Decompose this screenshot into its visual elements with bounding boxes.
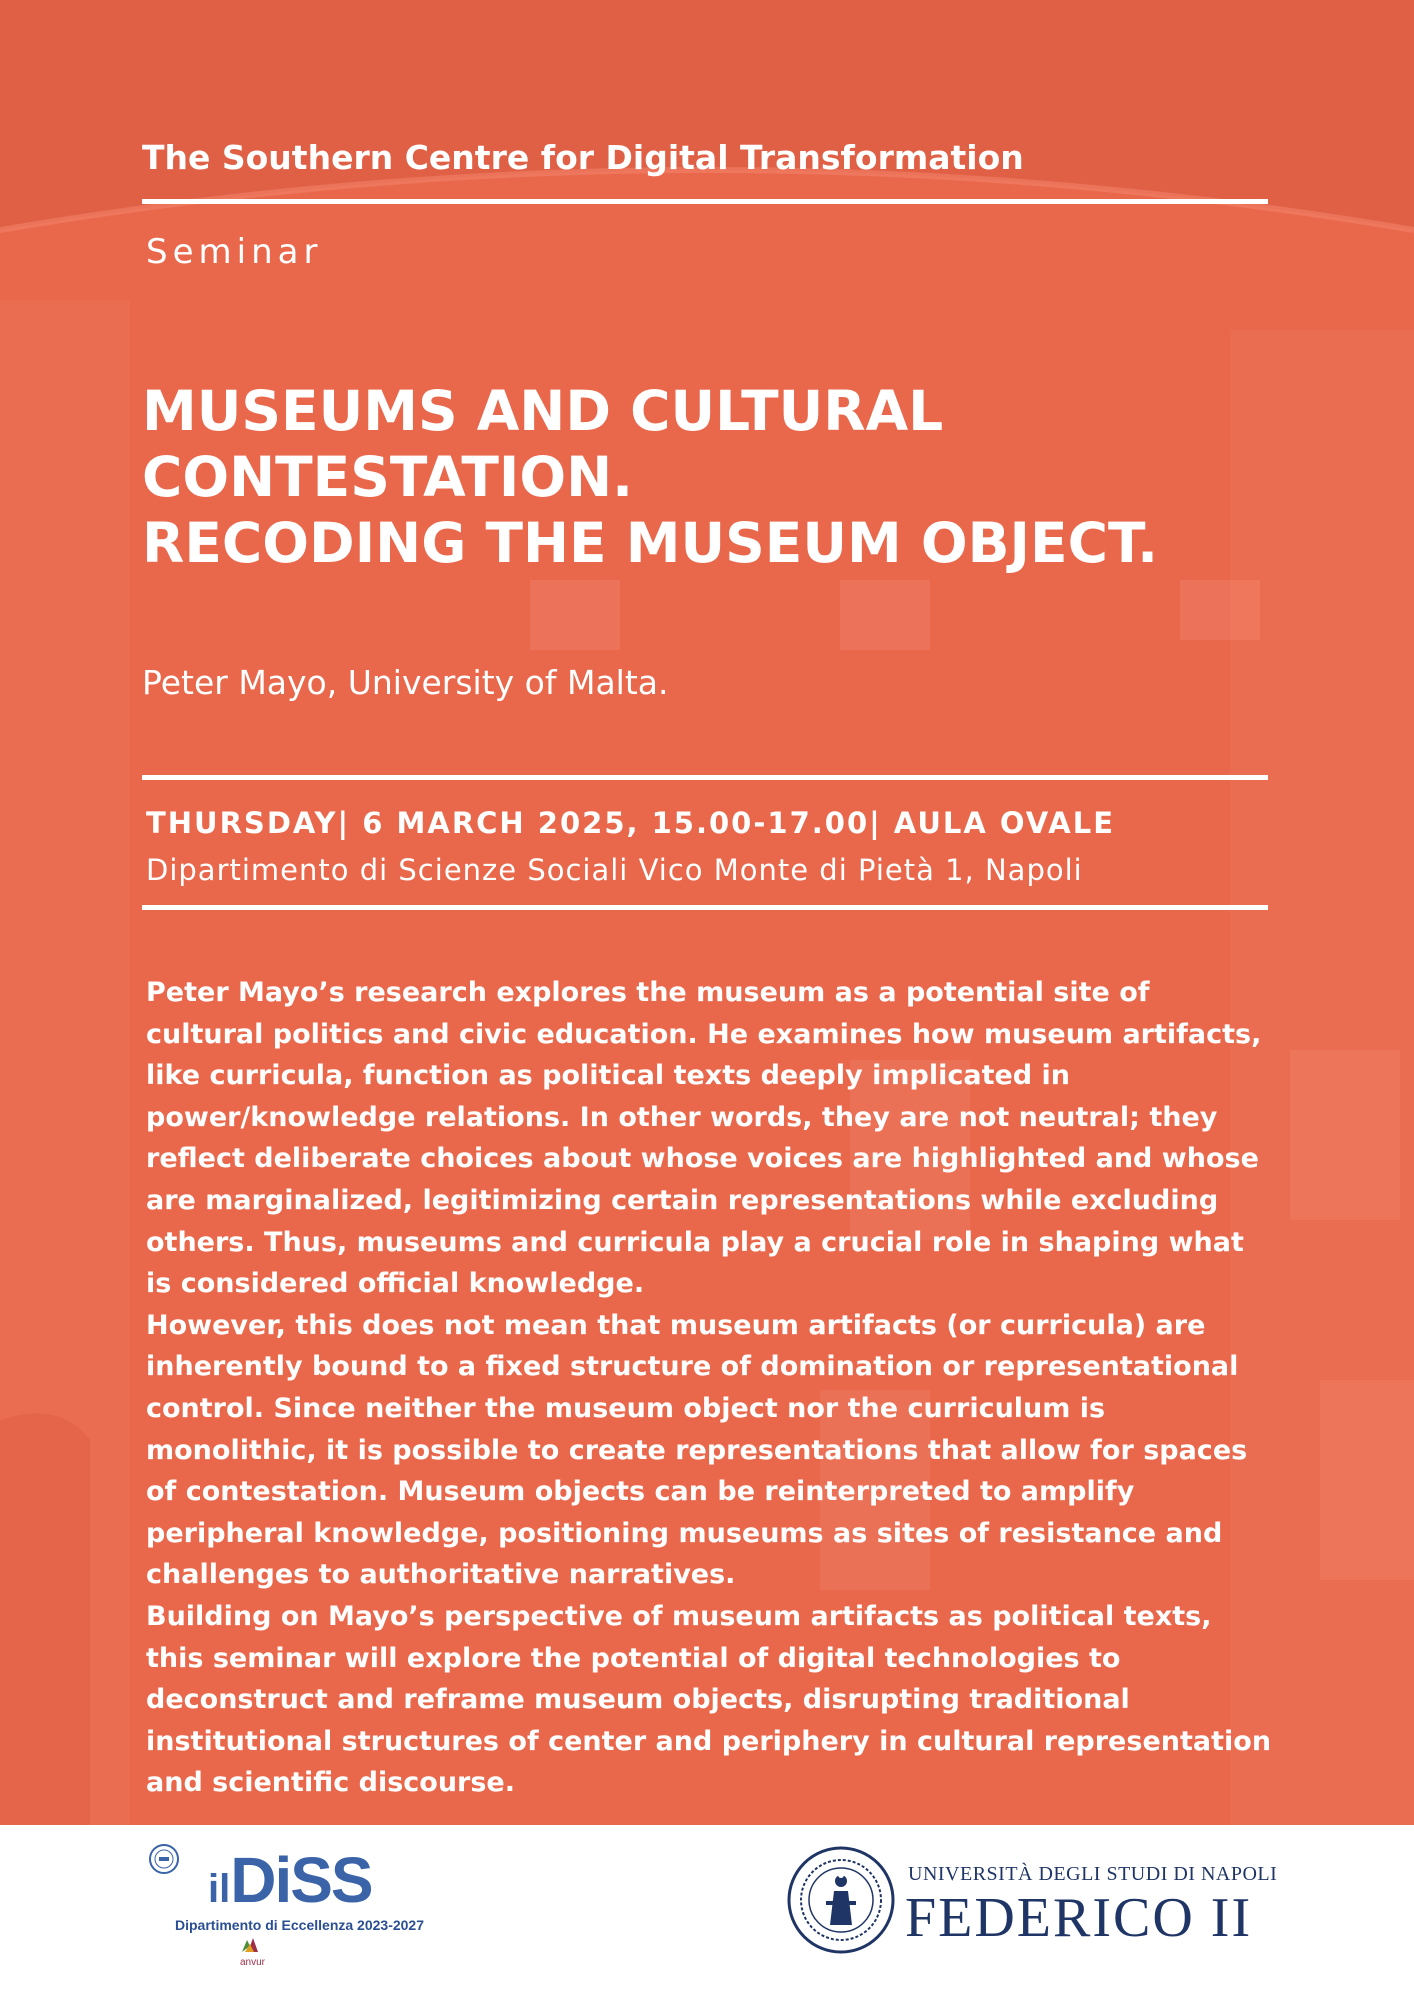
title-line: RECODING THE MUSEUM OBJECT. <box>142 511 1158 575</box>
divider-top <box>142 199 1268 204</box>
federico-ii-seal-icon <box>786 1845 896 1955</box>
speaker: Peter Mayo, University of Malta. <box>142 663 669 702</box>
university-name-main: FEDERICO II <box>905 1887 1253 1949</box>
event-type: Seminar <box>146 232 323 272</box>
seminar-title <box>142 378 1302 576</box>
divider-schedule-bottom <box>142 905 1268 910</box>
title-line: CONTESTATION. <box>142 445 634 509</box>
anvur-logo-icon <box>240 1936 260 1954</box>
scienze-sociali-seal-icon <box>148 1843 180 1875</box>
abstract-paragraph: Peter Mayo’s research explores the museum as a potential site of cultural politics and civic education. He examines how museum artifacts, like curricula, function as political texts deeply implicated in power/knowledge relations. In other words, they are not neutral; they reflect deliberate choices about whose voices are highlighted and whose are marginalized, legitimizing certain representations while excluding others. Thus, museums and curricula play a crucial role in shaping what is considered official knowledge. <box>146 977 1262 1300</box>
abstract-paragraph: Building on Mayo’s perspective of museum artifacts as political texts, this seminar will explore the potential of digital technologies to deconstruct and reframe museum objects, disrupting traditional institutional structures of center and periphery in cultural representation and scientific discourse. <box>146 1600 1272 1799</box>
university-name-top: UNIVERSITÀ DEGLI STUDI DI NAPOLI <box>908 1863 1278 1885</box>
abstract <box>146 972 1276 1804</box>
abstract-paragraph: However, this does not mean that museum artifacts (or curricula) are inherently bound to a fixed structure of domination or representational control. Since neither the museum object nor the curriculum is monolithic, it is possible to create representations that allow for spaces of contestation. Museum objects can be reinterpreted to amplify peripheral knowledge, positioning museums as sites of resistance and challenges to authoritative narratives. <box>146 1309 1248 1591</box>
address: Dipartimento di Scienze Sociali Vico Monte di Pietà 1, Napoli <box>146 853 1083 887</box>
anvur-label: anvur <box>240 1957 266 1968</box>
title-line: MUSEUMS AND CULTURAL <box>142 379 944 443</box>
date-time-venue: THURSDAY| 6 MARCH 2025, 15.00-17.00| AULA OVALE <box>146 806 1116 840</box>
organization-name: The Southern Centre for Digital Transformation <box>142 138 1024 177</box>
diss-prefix: il <box>208 1867 231 1911</box>
diss-logo <box>208 1843 372 1917</box>
divider-schedule-top <box>142 775 1268 780</box>
diss-department: Dipartimento di Eccellenza 2023-2027 <box>175 1917 424 1933</box>
diss-name: DiSS <box>230 1844 372 1916</box>
